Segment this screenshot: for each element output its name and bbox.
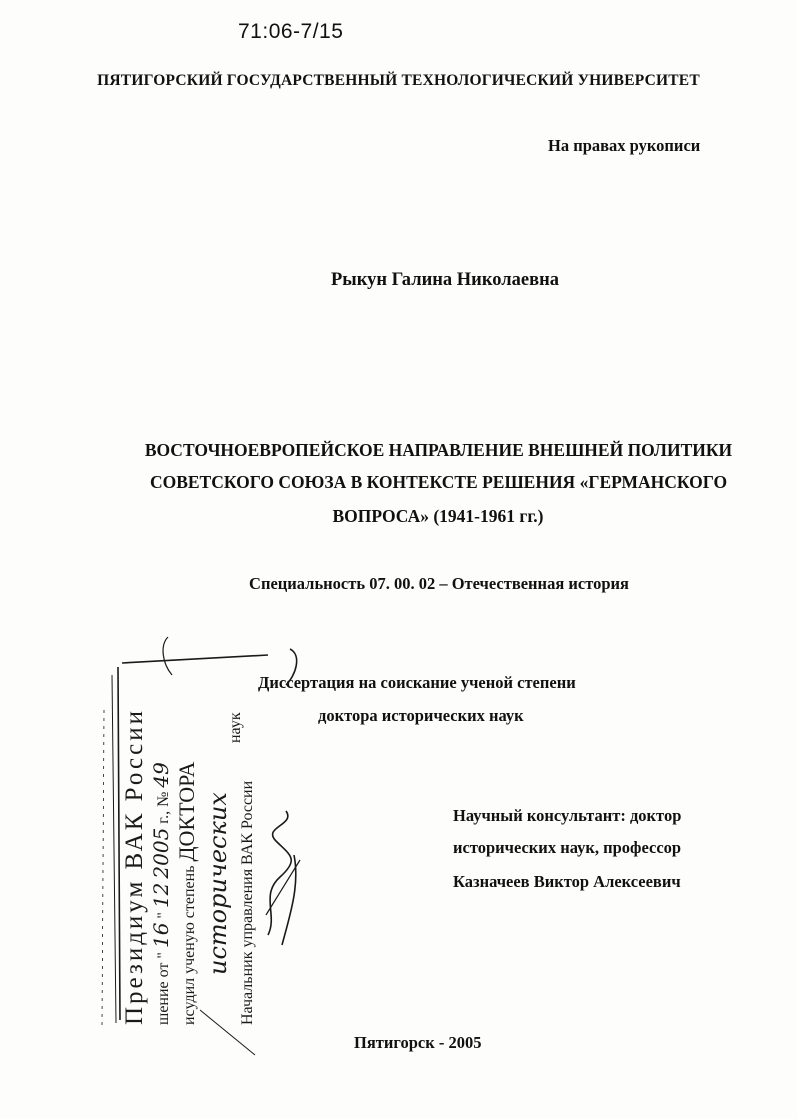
dissertation-title-line-1: ВОСТОЧНОЕВРОПЕЙСКОЕ НАПРАВЛЕНИЕ ВНЕШНЕЙ ПОЛИТИКИ	[144, 440, 733, 460]
stamp-degree-prefix: исудил ученую степень	[181, 865, 198, 1025]
stamp-decision-prefix: шение от "	[155, 952, 172, 1025]
stamp-line-degree	[174, 761, 199, 1025]
degree-line-2: доктора исторических наук	[318, 706, 524, 725]
stamp-decision-suffix: г., №	[155, 791, 172, 824]
stamp-line-field: исторических	[204, 792, 232, 975]
specialty: Специальность 07. 00. 02 – Отечественная история	[249, 574, 629, 593]
stamp-decision-month: 12	[149, 882, 173, 909]
consultant-line-2: исторических наук, профессор	[453, 838, 682, 857]
consultant-line-3: Казначеев Виктор Алексеевич	[453, 872, 681, 891]
stamp-line-decision	[149, 762, 173, 1025]
manuscript-note: На правах рукописи	[548, 136, 701, 155]
author-name: Рыкун Галина Николаевна	[330, 270, 560, 290]
stamp-decision-day: 16	[149, 922, 173, 949]
degree-line-1: Диссертация на соискание ученой степени	[258, 673, 576, 692]
university-name: ПЯТИГОРСКИЙ ГОСУДАРСТВЕННЫЙ ТЕХНОЛОГИЧЕСКИЙ УНИВЕРСИТЕТ	[97, 72, 700, 89]
archive-code: 71:06-7/15	[238, 20, 344, 43]
stamp-decision-number: 49	[149, 762, 173, 788]
stamp-field-suffix: наук	[227, 712, 244, 743]
stamp-decision-year: 2005	[149, 827, 173, 879]
stamp-degree-value: ДОКТОРА	[174, 761, 199, 862]
dissertation-title-line-3: ВОПРОСА» (1941-1961 гг.)	[332, 506, 544, 526]
vak-approval-stamp	[90, 615, 320, 1075]
consultant-line-1: Научный консультант: доктор	[453, 806, 682, 825]
stamp-signature	[266, 649, 300, 945]
stamp-line-head: Начальник управления ВАК России	[239, 780, 256, 1025]
stamp-line-presidium: Президиум ВАК России	[121, 708, 148, 1025]
dissertation-title-line-2: СОВЕТСКОГО СОЮЗА В КОНТЕКСТЕ РЕШЕНИЯ «ГЕРМАНСКОГО	[149, 472, 728, 492]
stamp-decision-quote: "	[155, 908, 172, 919]
city-year: Пятигорск - 2005	[354, 1033, 482, 1052]
